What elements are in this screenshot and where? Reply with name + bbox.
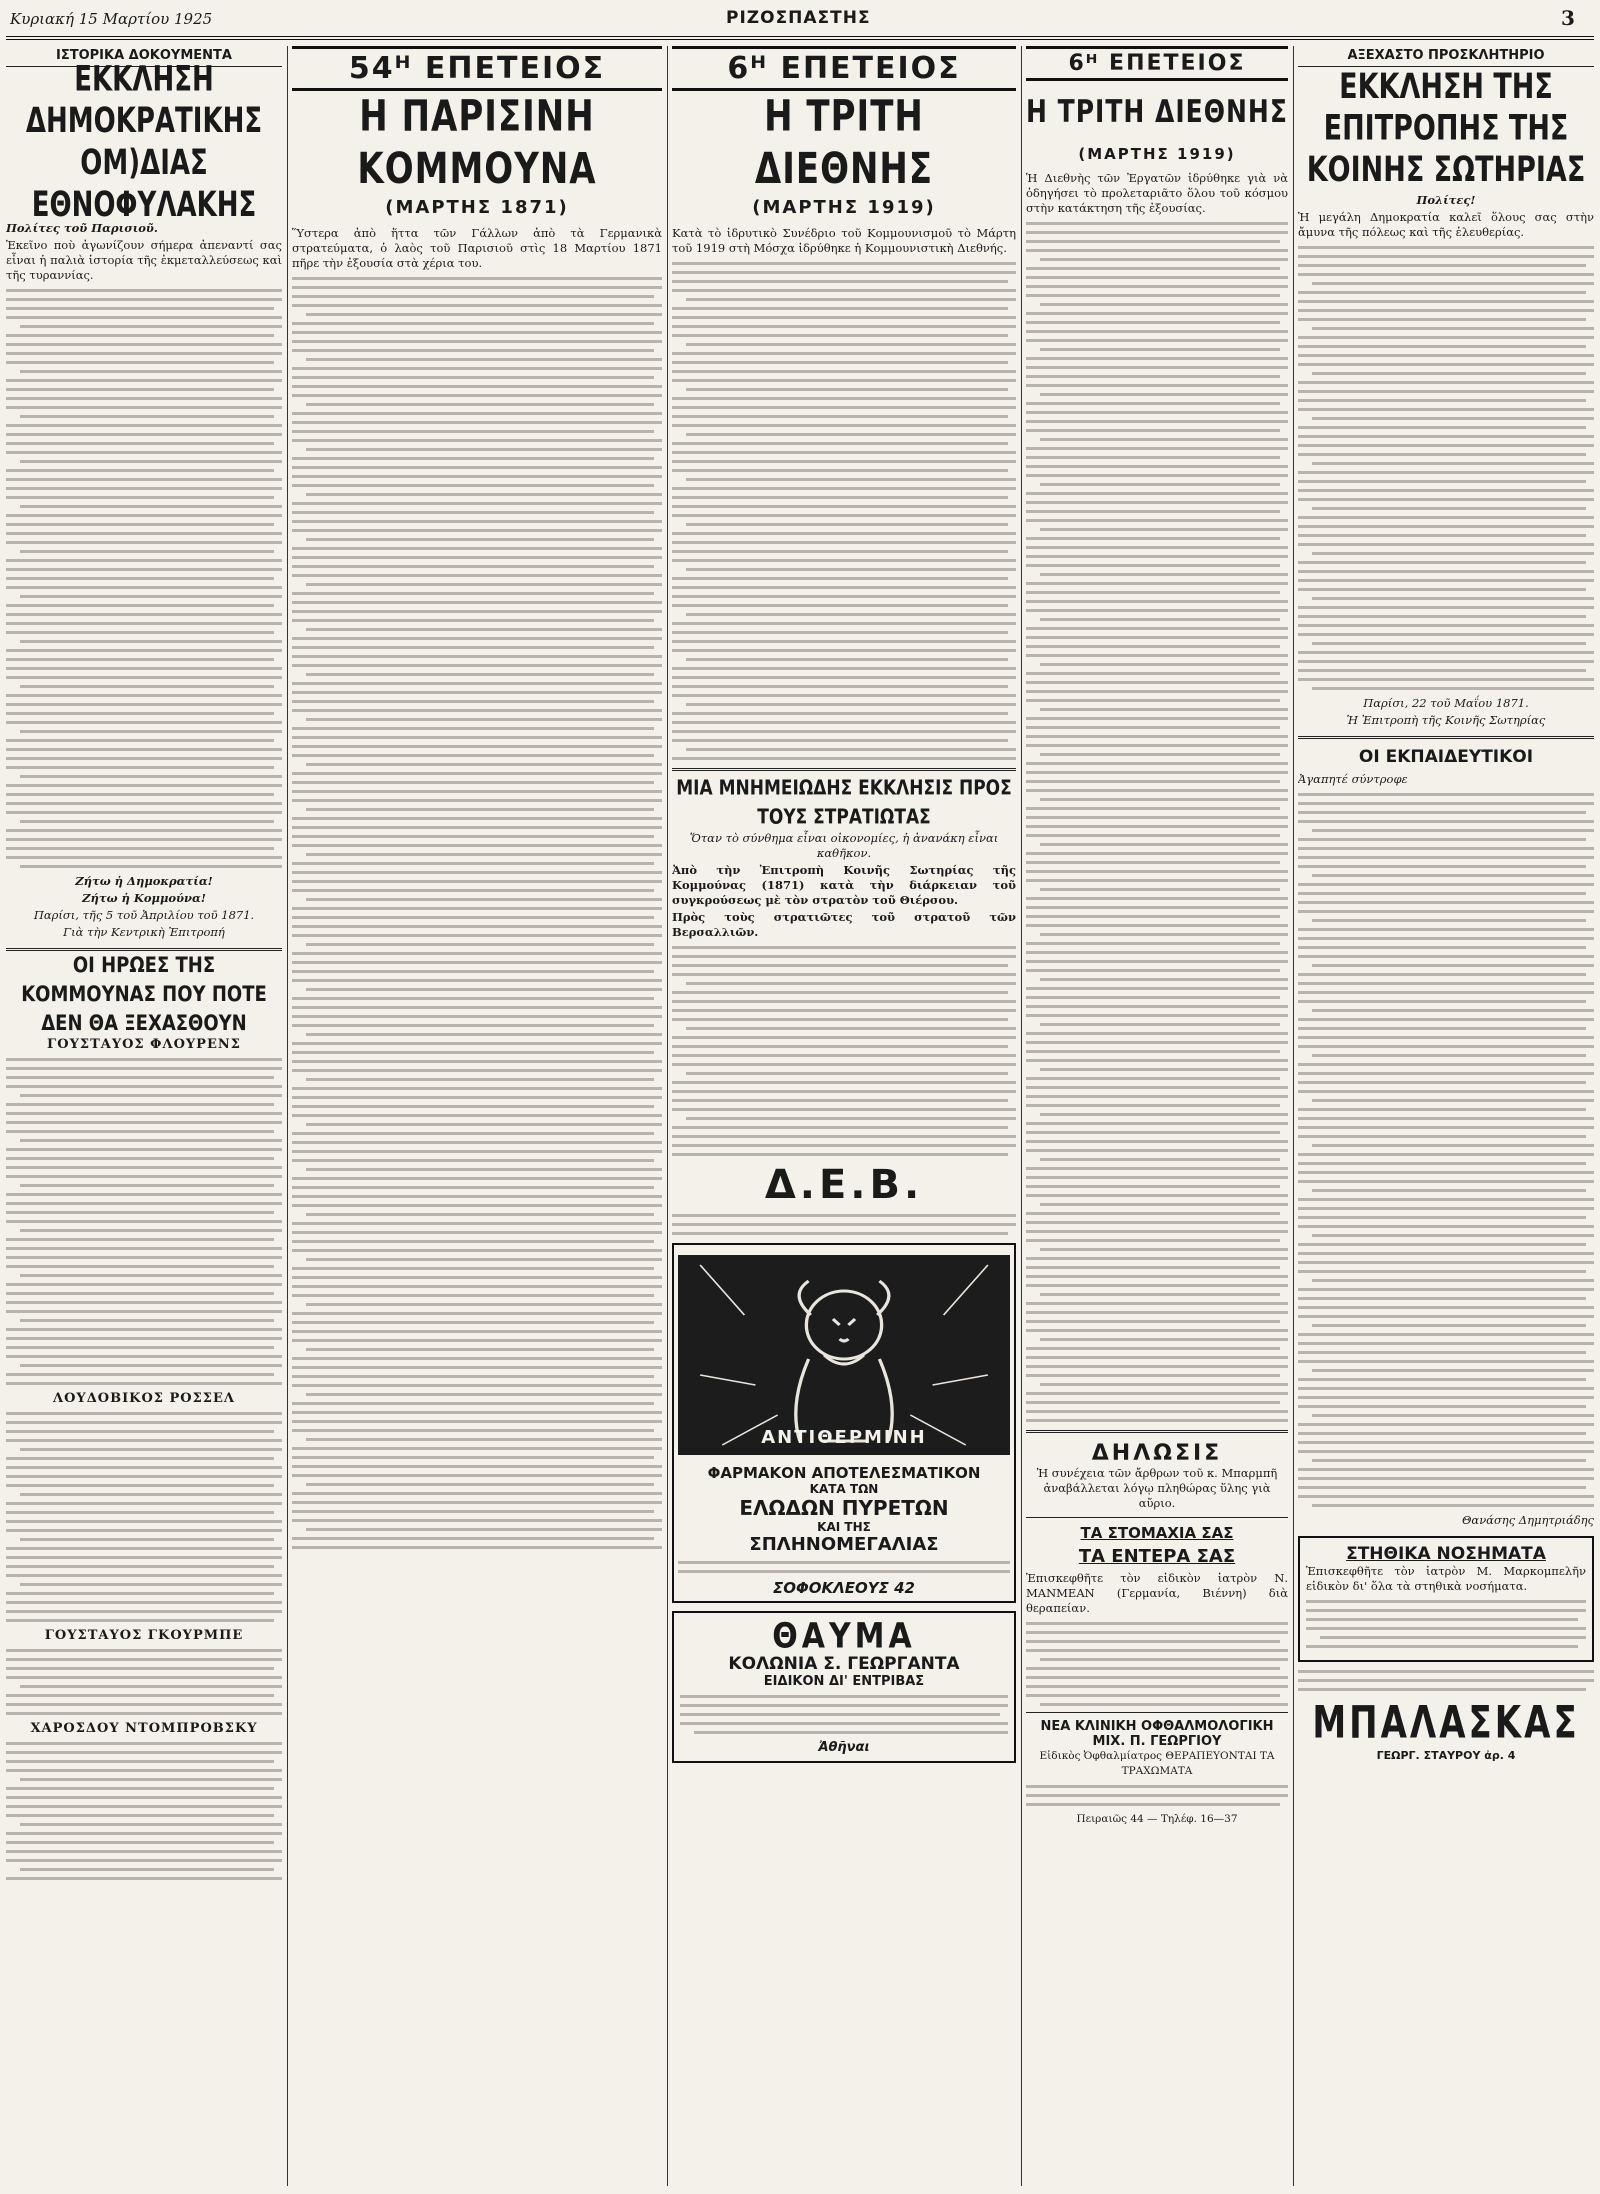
notice-title: ΔΗΛΩΣΙΣ [1091, 1441, 1223, 1466]
col1-name-1: ΓΟΥΣΤΑΥΟΣ ΦΛΟΥΡΕΝΣ [47, 1037, 241, 1052]
col3-headline: Η ΤΡΙΤΗ ΔΙΕΘΝΗΣ [754, 91, 934, 195]
col5-kicker: ΑΞΕΧΑΣΤΟ ΠΡΟΣΚΛΗΤΗΡΙΟ [1298, 46, 1594, 67]
col3-memoir-signature: Δ.Ε.Β. [764, 1162, 924, 1208]
notice-text: Ἡ συνέχεια τῶν ἄρθρων τοῦ κ. Μπαρμπῆ ἀναβάλλεται λόγῳ πληθώρας ὕλης γιὰ αὔριο. [1036, 1466, 1278, 1510]
column-1 [6, 46, 282, 2186]
col1-name-3: ΓΟΥΣΤΑΥΟΣ ΓΚΟΥΡΜΠΕ [44, 1628, 244, 1643]
column-4 [1026, 46, 1288, 2186]
col1-hero-2-text [6, 1412, 282, 1622]
col3-memoir-body [672, 946, 1016, 1156]
col5-small-notice [1298, 1670, 1594, 1691]
col4-subhead: (ΜΑΡΤΗΣ 1919) [1078, 145, 1236, 163]
col2-banner: 54ᴴ ΕΠΕΤΕΙΟΣ [292, 46, 662, 91]
col3-memoir-line-1: Ἀπὸ τὴν Ἐπιτροπὴ Κοινῆς Σωτηρίας τῆς Κομμούνας (1871) κατὰ τὴν διάρκειαν τοῦ συγκρούσεως μὲ τὸν στρατὸν τοῦ Θιέρσου. [672, 863, 1016, 907]
ad-antithermini-line-1: ΦΑΡΜΑΚΟΝ ΑΠΟΤΕΛΕΣΜΑΤΙΚΟΝ [707, 1464, 981, 1482]
clinic-name: ΝΕΑ ΚΛΙΝΙΚΗ ΟΦΘΑΛΜΟΛΟΓΙΚΗ [1040, 1719, 1274, 1734]
col5-divider [1298, 736, 1594, 739]
col2-paragraph: Ὕστερα ἀπὸ ἥττα τῶν Γάλλων ἀπὸ τὰ Γερμανικὰ στρατεύματα, ὁ λαὸς τοῦ Παρισιοῦ στὶς 18 Μαρτίου 1871 πῆρε τὴν ἐξουσία στὰ χέρια του. [292, 226, 662, 270]
ad-kolonia [672, 1611, 1016, 1763]
illustration-background [678, 1255, 1010, 1455]
ad-chest-diseases [1298, 1536, 1594, 1662]
col4-divider [1026, 1517, 1288, 1518]
col1-kicker: ΙΣΤΟΡΙΚΑ ΔΟΚΟΥΜΕΝΤΑ [6, 46, 282, 67]
ad-chest-text: Ἐπισκεφθῆτε τὸν ἰατρὸν Μ. Μαρκομπελῆν εἰδικὸν δι' ὅλα τὰ στηθικὰ νοσήματα. [1306, 1564, 1586, 1593]
header-date: Κυριακή 15 Μαρτίου 1925 [10, 10, 213, 28]
col1-hero-4-text [6, 1742, 282, 1880]
col1-heroes-headline: ΟΙ ΗΡΩΕΣ ΤΗΣ ΚΟΜΜΟΥΝΑΣ ΠΟΥ ΠΟΤΕ ΔΕΝ ΘΑ ΞΕΧΑΣΘΟΥΝ [21, 953, 267, 1036]
col1-signature: Γιὰ τὴν Κεντρικὴ Ἐπιτροπή [63, 925, 225, 939]
col5-signoff: Παρίσι, 22 τοῦ Μαΐου 1871. [1363, 696, 1529, 710]
clinic-doctor: ΜΙΧ. Π. ΓΕΩΡΓΙΟΥ [1092, 1734, 1222, 1749]
col1-hero-1-text [6, 1058, 282, 1385]
ad-kolonia-city: Ἀθῆναι [818, 1740, 870, 1755]
ad-kolonia-title: ΘΑΥΜΑ [772, 1616, 916, 1657]
col4-body-text [1026, 222, 1288, 1422]
col1-name-4: ΧΑΡΟΣΔΟΥ ΝΤΟΜΠΡΟΒΣΚΥ [30, 1721, 258, 1736]
ad-balaskas-name: ΜΠΑΛΑΣΚΑΣ [1312, 1697, 1580, 1749]
col2-subhead: (ΜΑΡΤΗΣ 1871) [385, 197, 569, 218]
column-separator [287, 46, 288, 2186]
ad-antithermini-line-5: ΣΠΛΗΝΟΜΕΓΑΛΙΑΣ [749, 1534, 939, 1555]
col2-headline: Η ΠΑΡΙΣΙΝΗ ΚΟΜΜΟΥΝΑ [357, 91, 597, 195]
clinic-text: Εἰδικὸς Ὀφθαλμίατρος ΘΕΡΑΠΕΥΟΝΤΑΙ ΤΑ ΤΡΑΧΩΜΑΤΑ [1039, 1750, 1275, 1777]
teachers-body-text [1298, 793, 1594, 1507]
header-newspaper-name: ΡΙΖΟΣΠΑΣΤΗΣ [726, 8, 871, 28]
column-3 [672, 46, 1016, 2186]
col5-paragraph: Ἡ μεγάλη Δημοκρατία καλεῖ ὅλους σας στὴν ἄμυνα τῆς πόλεως καὶ τῆς ἐλευθερίας. [1298, 210, 1594, 239]
page-header [6, 0, 1594, 40]
header-rule [6, 36, 1594, 40]
column-separator [1021, 46, 1022, 2186]
col5-signature: Ἡ Ἐπιτροπὴ τῆς Κοινῆς Σωτηρίας [1346, 713, 1546, 727]
col1-body-text [6, 289, 282, 868]
ad-antithermini [672, 1243, 1016, 1603]
column-separator [1293, 46, 1294, 2186]
clinic-address: Πειραιῶς 44 — Τηλέφ. 16—37 [1076, 1813, 1238, 1825]
ad-antithermini-line-4: ΚΑΙ ΤΗΣ [817, 1520, 871, 1534]
col3-banner: 6ᴴ ΕΠΕΤΕΙΟΣ [672, 46, 1016, 91]
col1-slogan-1: Ζήτω ἡ Δημοκρατία! [75, 874, 213, 888]
ad-intestines-text: Ἐπισκεφθῆτε τὸν εἰδικὸν ἰατρὸν Ν. ΜΑΝΜΕΑΝ (Γερμανία, Βιέννη) διὰ θεραπείαν. [1026, 1571, 1288, 1615]
column-2 [292, 46, 662, 2186]
ad-antithermini-name: ΑΝΤΙΘΕΡΜΙΝΗ [761, 1427, 927, 1448]
ad-chest-title: ΣΤΗΘΙΚΑ ΝΟΣΗΜΑΤΑ [1346, 1544, 1546, 1564]
col1-name-2: ΛΟΥΔΟΒΙΚΟΣ ΡΟΣΣΕΛ [53, 1391, 235, 1406]
clinic-body [1026, 1785, 1288, 1806]
col5-intro: Πολίτες! [1416, 193, 1476, 207]
col1-paragraph: Ἐκεῖνο ποὺ ἀγωνίζουν σήμερα ἀπεναντί σας εἶναι ἡ παλιὰ ἱστορία τῆς ἐκμεταλλεύσεως καὶ τῆς τυραννίας. [6, 238, 282, 282]
col4-divider [1026, 1430, 1288, 1433]
col3-subhead: (ΜΑΡΤΗΣ 1919) [752, 197, 936, 218]
ad-kolonia-line-2: ΕΙΔΙΚΟΝ ΔΙ' ΕΝΤΡΙΒΑΣ [763, 1674, 925, 1689]
col5-body-text [1298, 246, 1594, 690]
col4-banner: 6ᴴ ΕΠΕΤΕΙΟΣ [1026, 46, 1288, 81]
col3-paragraph: Κατὰ τὸ ἰδρυτικὸ Συνέδριο τοῦ Κομμουνισμοῦ τὸ Μάρτη τοῦ 1919 στὴ Μόσχα ἱδρύθηκε ἡ Κομμουνιστικὴ Διεθνής. [672, 226, 1016, 255]
col3-body-text [672, 262, 1016, 760]
ad-stomach-title: ΤΑ ΣΤΟΜΑΧΙΑ ΣΑΣ [1080, 1524, 1234, 1542]
col4-headline: Η ΤΡΙΤΗ ΔΙΕΘΝΗΣ [1026, 93, 1288, 130]
column-5 [1298, 46, 1594, 2186]
col5-headline: ΕΚΚΛΗΣΗ ΤΗΣ ΕΠΙΤΡΟΠΗΣ ΤΗΣ ΚΟΙΝΗΣ ΣΩΤΗΡΙΑΣ [1306, 66, 1586, 191]
ad-intestines-title: ΤΑ ΕΝΤΕΡΑ ΣΑΣ [1078, 1546, 1236, 1567]
ad-antithermini-line-3: ΕΛΩΔΩΝ ΠΥΡΕΤΩΝ [739, 1496, 949, 1520]
ad-antithermini-body [678, 1561, 1010, 1573]
col3-divider [672, 768, 1016, 771]
col1-hero-3-text [6, 1649, 282, 1715]
col1-headline: ΕΚΚΛΗΣΗ ΔΗΜΟΚΡΑΤΙΚΗΣ ΟΜ)ΔΙΑΣ ΕΘΝΟΦΥΛΑΚΗΣ [25, 59, 263, 226]
col4-paragraph: Ἡ Διεθνὴς τῶν Ἐργατῶν ἱδρύθηκε γιὰ νὰ ὁδηγήσει τὸ προλεταριᾶτο ὅλου τοῦ κόσμου στὴν κατάκτηση τῆς ἐξουσίας. [1026, 171, 1288, 215]
col3-memoir-line-2: Πρὸς τοὺς στρατιῶτες τοῦ στρατοῦ τῶν Βερσαλλιῶν. [672, 910, 1016, 939]
ad-kolonia-line-1: ΚΟΛΩΝΙΑ Σ. ΓΕΩΡΓΑΝΤΑ [728, 1654, 960, 1674]
header-page-number: 3 [1561, 6, 1575, 30]
col1-slogan-2: Ζήτω ἡ Κομμούνα! [82, 891, 206, 905]
col1-intro: Πολίτες τοῦ Παρισιοῦ. [6, 221, 158, 235]
ad-chest-body [1306, 1600, 1586, 1648]
col3-memoir-intro: Ὅταν τὸ σύνθημα εἶναι οἰκονομίες, ἡ ἀνανάκη εἶναι καθῆκον. [689, 831, 999, 860]
col3-memoir-footnote [672, 1214, 1016, 1235]
ad-antithermini-address: ΣΟΦΟΚΛΕΟΥΣ 42 [773, 1579, 915, 1597]
col1-divider [6, 948, 282, 951]
col4-divider [1026, 1712, 1288, 1713]
ad-antithermini-line-2: ΚΑΤΑ ΤΩΝ [809, 1482, 879, 1496]
ad-intestines-body [1026, 1622, 1288, 1706]
column-separator [667, 46, 668, 2186]
col3-memoir-headline: ΜΙΑ ΜΝΗΜΕΙΩΔΗΣ ΕΚΚΛΗΣΙΣ ΠΡΟΣ ΤΟΥΣ ΣΤΡΑΤΙΩΤΑΣ [676, 776, 1012, 830]
ad-kolonia-body [680, 1695, 1008, 1734]
newspaper-page [6, 0, 1594, 2194]
ad-balaskas-address: ΓΕΩΡΓ. ΣΤΑΥΡΟΥ ἀρ. 4 [1376, 1749, 1516, 1762]
teachers-signature: Θανάσης Δημητριάδης [1462, 1513, 1594, 1527]
lion-illustration [678, 1255, 1010, 1455]
col2-body-text [292, 277, 662, 1549]
col1-signoff: Παρίσι, τῆς 5 τοῦ Ἀπριλίου τοῦ 1871. [33, 908, 255, 922]
teachers-intro: Ἀγαπητέ σύντροφε [1298, 772, 1408, 786]
teachers-headline: ΟΙ ΕΚΠΑΙΔΕΥΤΙΚΟΙ [1358, 747, 1534, 767]
